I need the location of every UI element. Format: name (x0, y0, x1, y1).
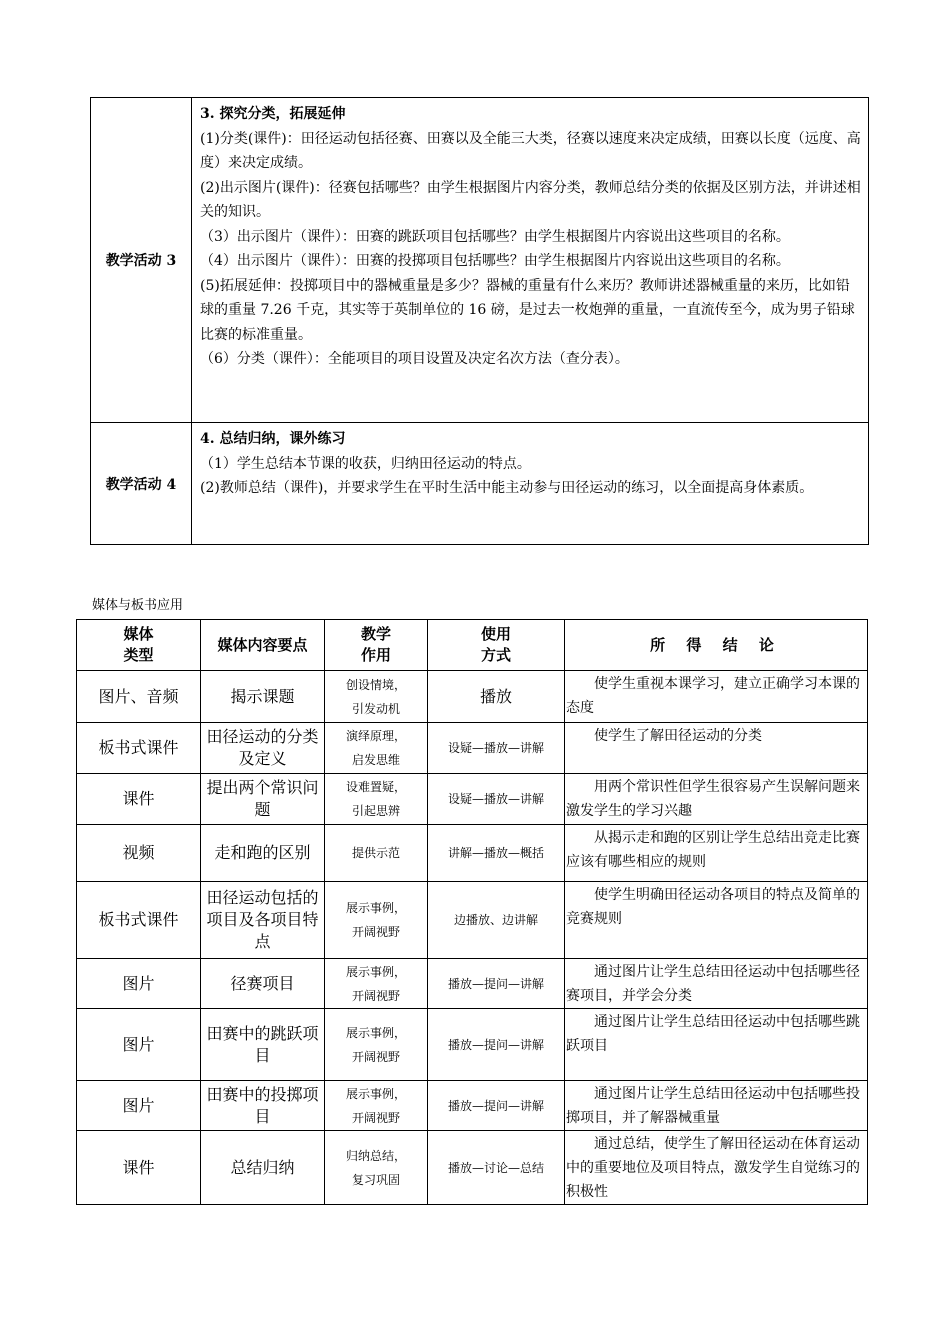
cell-usage-method: 播放—讨论—总结 (428, 1131, 565, 1205)
role-line: 展示事例， (345, 901, 406, 915)
cell-conclusion: 使学生重视本课学习，建立正确学习本课的态度 (565, 671, 868, 723)
cell-media-point: 提出两个常识问题 (201, 774, 325, 825)
role-line: 开阔视野 (351, 988, 400, 1003)
table-row (77, 825, 868, 882)
header-usage-method (428, 620, 565, 671)
cell-usage-method: 设疑—播放—讲解 (428, 774, 565, 825)
role-line: 归纳总结， (345, 1148, 406, 1163)
header-line: 作用 (360, 646, 391, 664)
header-line: 媒体 (123, 625, 154, 643)
cell-media-point: 田径运动的分类及定义 (201, 723, 325, 774)
header-media-type (77, 620, 201, 671)
role-line: 引起思辨 (351, 804, 400, 818)
cell-media-point: 田赛中的跳跃项目 (201, 1009, 325, 1081)
role-line: 启发思维 (351, 753, 400, 767)
cell-conclusion: 使学生明确田径运动各项目的特点及简单的竞赛规则 (565, 882, 868, 959)
cell-media-point: 走和跑的区别 (201, 825, 325, 882)
cell-media-type: 板书式课件 (77, 882, 201, 959)
table-row (77, 723, 868, 774)
header-line: 使用 (480, 625, 511, 643)
cell-media-type: 视频 (77, 825, 201, 882)
activity-paragraph: (2)出示图片(课件)：径赛包括哪些？由学生根据图片内容分类，教师总结分类的依据及区别方法，并讲述相关的知识。 (200, 179, 861, 220)
activity-content (192, 98, 869, 423)
cell-teaching-role (325, 1009, 428, 1081)
role-line: 开阔视野 (351, 1110, 400, 1125)
table-row (77, 1131, 868, 1205)
cell-conclusion: 通过总结，使学生了解田径运动在体育运动中的重要地位及项目特点，激发学生自觉练习的积极性 (565, 1131, 868, 1205)
cell-teaching-role (325, 1081, 428, 1131)
cell-usage-method: 播放—提问—讲解 (428, 959, 565, 1009)
cell-media-type: 板书式课件 (77, 723, 201, 774)
activity-row-4 (91, 423, 869, 545)
cell-media-point: 田径运动包括的项目及各项目特点 (201, 882, 325, 959)
role-line: 开阔视野 (351, 925, 400, 939)
header-conclusion: 所 得 结 论 (565, 620, 868, 671)
activity-row-3 (91, 98, 869, 423)
cell-media-type: 图片 (77, 959, 201, 1009)
activity-paragraph: (2)教师总结（课件)，并要求学生在平时生活中能主动参与田径运动的练习，以全面提高身体素质。 (200, 480, 814, 496)
cell-teaching-role (325, 774, 428, 825)
cell-usage-method: 讲解—播放—概括 (428, 825, 565, 882)
cell-media-type: 图片、音频 (77, 671, 201, 723)
cell-conclusion: 使学生了解田径运动的分类 (565, 723, 868, 774)
header-media-point: 媒体内容要点 (201, 620, 325, 671)
activity-paragraph: （1）学生总结本节课的收获，归纳田径运动的特点。 (200, 455, 531, 472)
role-line: 引发动机 (351, 701, 400, 716)
table-row (77, 882, 868, 959)
table-row (77, 1009, 868, 1081)
activity-paragraph: （4）出示图片（课件）：田赛的投掷项目包括哪些？由学生根据图片内容说出这些项目的名称。 (200, 253, 790, 269)
activity-paragraph: (1)分类(课件)：田径运动包括径赛、田赛以及全能三大类，径赛以速度来决定成绩，田赛以长度（远度、高度）来决定成绩。 (200, 130, 861, 171)
activity-paragraph: （3）出示图片（课件）：田赛的跳跃项目包括哪些？由学生根据图片内容说出这些项目的名称。 (200, 228, 790, 245)
role-line: 提供示范 (351, 846, 400, 860)
cell-conclusion: 通过图片让学生总结田径运动中包括哪些跳跃项目 (565, 1009, 868, 1081)
activity-paragraph: (5)拓展延伸：投掷项目中的器械重量是多少？器械的重量有什么来历？教师讲述器械重量的来历，比如铅球的重量 7.26 千克，其实等于英制单位的 16 磅，是过去一枚炮弹的重量，一直流传至今，成为男子铅球比赛的标准重量。 (200, 277, 855, 343)
cell-teaching-role (325, 959, 428, 1009)
cell-usage-method: 设疑—播放—讲解 (428, 723, 565, 774)
role-line: 复习巩固 (351, 1172, 400, 1187)
media-header-row (77, 620, 868, 671)
activity-paragraph: （6）分类（课件）：全能项目的项目设置及决定名次方法（查分表）。 (200, 351, 629, 367)
cell-teaching-role (325, 825, 428, 882)
activity-heading: 3. 探究分类，拓展延伸 (200, 106, 346, 122)
header-line: 教学 (360, 625, 391, 643)
table-row (77, 1081, 868, 1131)
activity-label: 教学活动 3 (91, 98, 192, 423)
activity-label: 教学活动 4 (91, 423, 192, 545)
cell-media-type: 课件 (77, 774, 201, 825)
cell-media-point: 总结归纳 (201, 1131, 325, 1205)
cell-media-type: 课件 (77, 1131, 201, 1205)
role-line: 展示事例， (345, 964, 406, 979)
role-line: 创设情境， (345, 677, 406, 692)
cell-media-type: 图片 (77, 1081, 201, 1131)
cell-conclusion: 通过图片让学生总结田径运动中包括哪些投掷项目，并了解器械重量 (565, 1081, 868, 1131)
cell-teaching-role (325, 671, 428, 723)
cell-usage-method: 播放—提问—讲解 (428, 1081, 565, 1131)
role-line: 设难置疑， (345, 780, 406, 794)
table-row (77, 671, 868, 723)
header-teaching-role (325, 620, 428, 671)
media-section-caption: 媒体与板书应用 (92, 598, 184, 613)
cell-teaching-role (325, 723, 428, 774)
cell-media-type: 图片 (77, 1009, 201, 1081)
cell-conclusion: 从揭示走和跑的区别让学生总结出竞走比赛应该有哪些相应的规则 (565, 825, 868, 882)
cell-usage-method: 播放 (428, 671, 565, 723)
activity-content (192, 423, 869, 545)
table-row (77, 774, 868, 825)
cell-usage-method: 播放—提问—讲解 (428, 1009, 565, 1081)
role-line: 展示事例， (345, 1086, 406, 1101)
cell-usage-method: 边播放、边讲解 (428, 882, 565, 959)
role-line: 开阔视野 (351, 1049, 400, 1064)
role-line: 展示事例， (345, 1025, 406, 1040)
header-line: 类型 (123, 646, 154, 664)
cell-media-point: 径赛项目 (201, 959, 325, 1009)
media-table (76, 619, 868, 1205)
role-line: 演绎原理， (345, 729, 406, 743)
cell-conclusion: 用两个常识性但学生很容易产生误解问题来激发学生的学习兴趣 (565, 774, 868, 825)
cell-teaching-role (325, 1131, 428, 1205)
cell-conclusion: 通过图片让学生总结田径运动中包括哪些径赛项目，并学会分类 (565, 959, 868, 1009)
activity-table (90, 97, 869, 545)
cell-teaching-role (325, 882, 428, 959)
cell-media-point: 田赛中的投掷项目 (201, 1081, 325, 1131)
table-row (77, 959, 868, 1009)
activity-heading: 4. 总结归纳，课外练习 (200, 431, 346, 447)
header-line: 方式 (480, 646, 511, 664)
cell-media-point: 揭示课题 (201, 671, 325, 723)
